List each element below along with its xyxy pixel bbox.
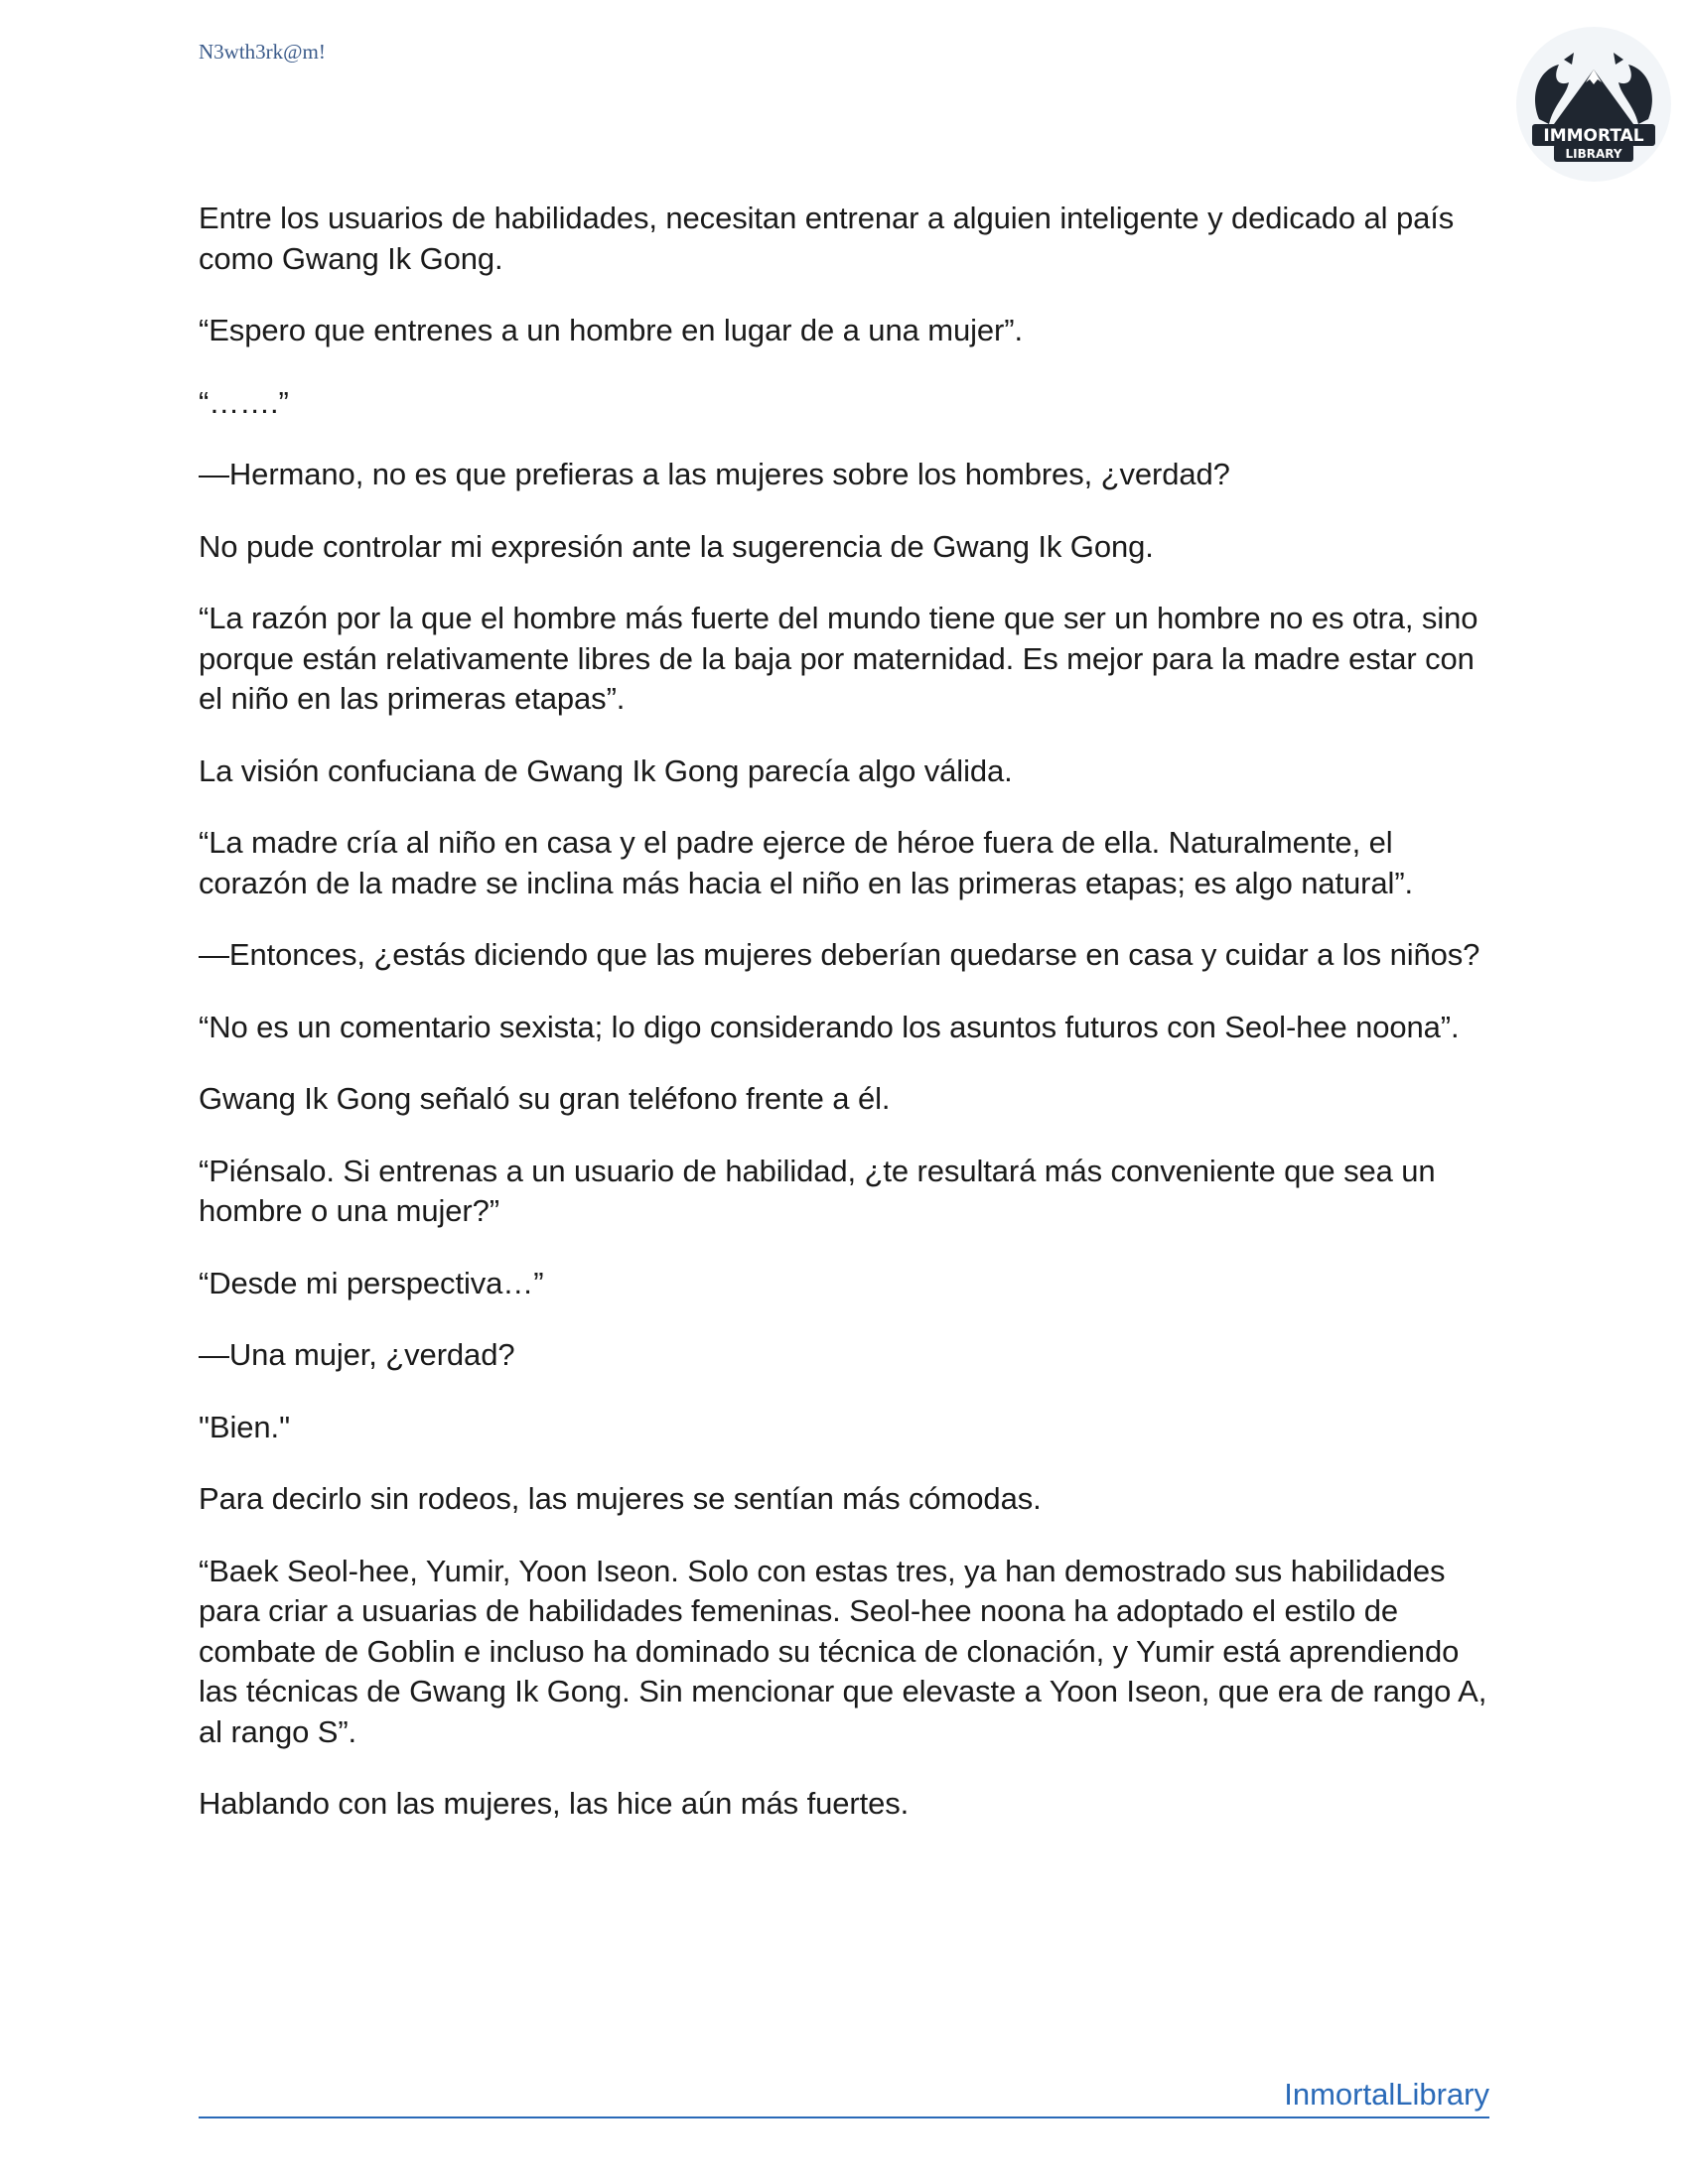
paragraph: “Baek Seol-hee, Yumir, Yoon Iseon. Solo con estas tres, ya han demostrado sus habilidades para criar a usuarias de habilidades femeninas. Seol-hee noona ha adoptado el estilo de combate de Goblin e incluso ha dominado su técnica de clonación, y Yumir está aprendiendo las técnicas de Gwang Ik Gong. Sin mencionar que elevaste a Yoon Iseon, que era de rango A, al rango S”. [199,1553,1487,1749]
paragraph: Entre los usuarios de habilidades, necesitan entrenar a alguien inteligente y dedicado al país como Gwang Ik Gong. [199,201,1455,276]
paragraph: “La razón por la que el hombre más fuerte del mundo tiene que ser un hombre no es otra, sino porque están relativamente libres de la baja por maternidad. Es mejor para la madre estar con el niño en las primeras etapas”. [199,601,1478,716]
paragraph: —Entonces, ¿estás diciendo que las mujeres deberían quedarse en casa y cuidar a los niños? [199,937,1480,972]
paragraph: “Piénsalo. Si entrenas a un usuario de habilidad, ¿te resultará más conveniente que sea un hombre o una mujer?” [199,1153,1436,1228]
paragraph: “Desde mi perspectiva…” [199,1265,544,1300]
paragraph: Para decirlo sin rodeos, las mujeres se sentían más cómodas. [199,1481,1042,1516]
header-watermark: N3wth3rk@m! [199,40,326,64]
paragraph: La visión confuciana de Gwang Ik Gong parecía algo válida. [199,752,1013,788]
page-footer [199,2073,1489,2118]
footer-link[interactable]: InmortalLibrary [1284,2077,1489,2112]
paragraph: —Una mujer, ¿verdad? [199,1337,515,1372]
paragraph: "Bien." [199,1409,290,1444]
paragraph: Hablando con las mujeres, las hice aún más fuertes. [199,1786,910,1821]
document-body [199,199,1489,1856]
logo-brand-top: IMMORTAL [1543,126,1644,146]
paragraph: Gwang Ik Gong señaló su gran teléfono frente a él. [199,1081,891,1116]
paragraph: “…….” [199,384,289,420]
paragraph: —Hermano, no es que prefieras a las mujeres sobre los hombres, ¿verdad? [199,457,1230,491]
paragraph: “No es un comentario sexista; lo digo considerando los asuntos futuros con Seol-hee noona”. [199,1009,1460,1044]
paragraph: No pude controlar mi expresión ante la sugerencia de Gwang Ik Gong. [199,528,1154,564]
paragraph: “La madre cría al niño en casa y el padre ejerce de héroe fuera de ella. Naturalmente, el corazón de la madre se inclina más hacia el niño en las primeras etapas; es algo natural”. [199,825,1414,900]
immortal-library-logo [1514,25,1673,184]
logo-brand-bottom: LIBRARY [1565,147,1622,161]
paragraph: “Espero que entrenes a un hombre en lugar de a una mujer”. [199,313,1023,347]
logo-emblem-icon [1514,25,1673,184]
